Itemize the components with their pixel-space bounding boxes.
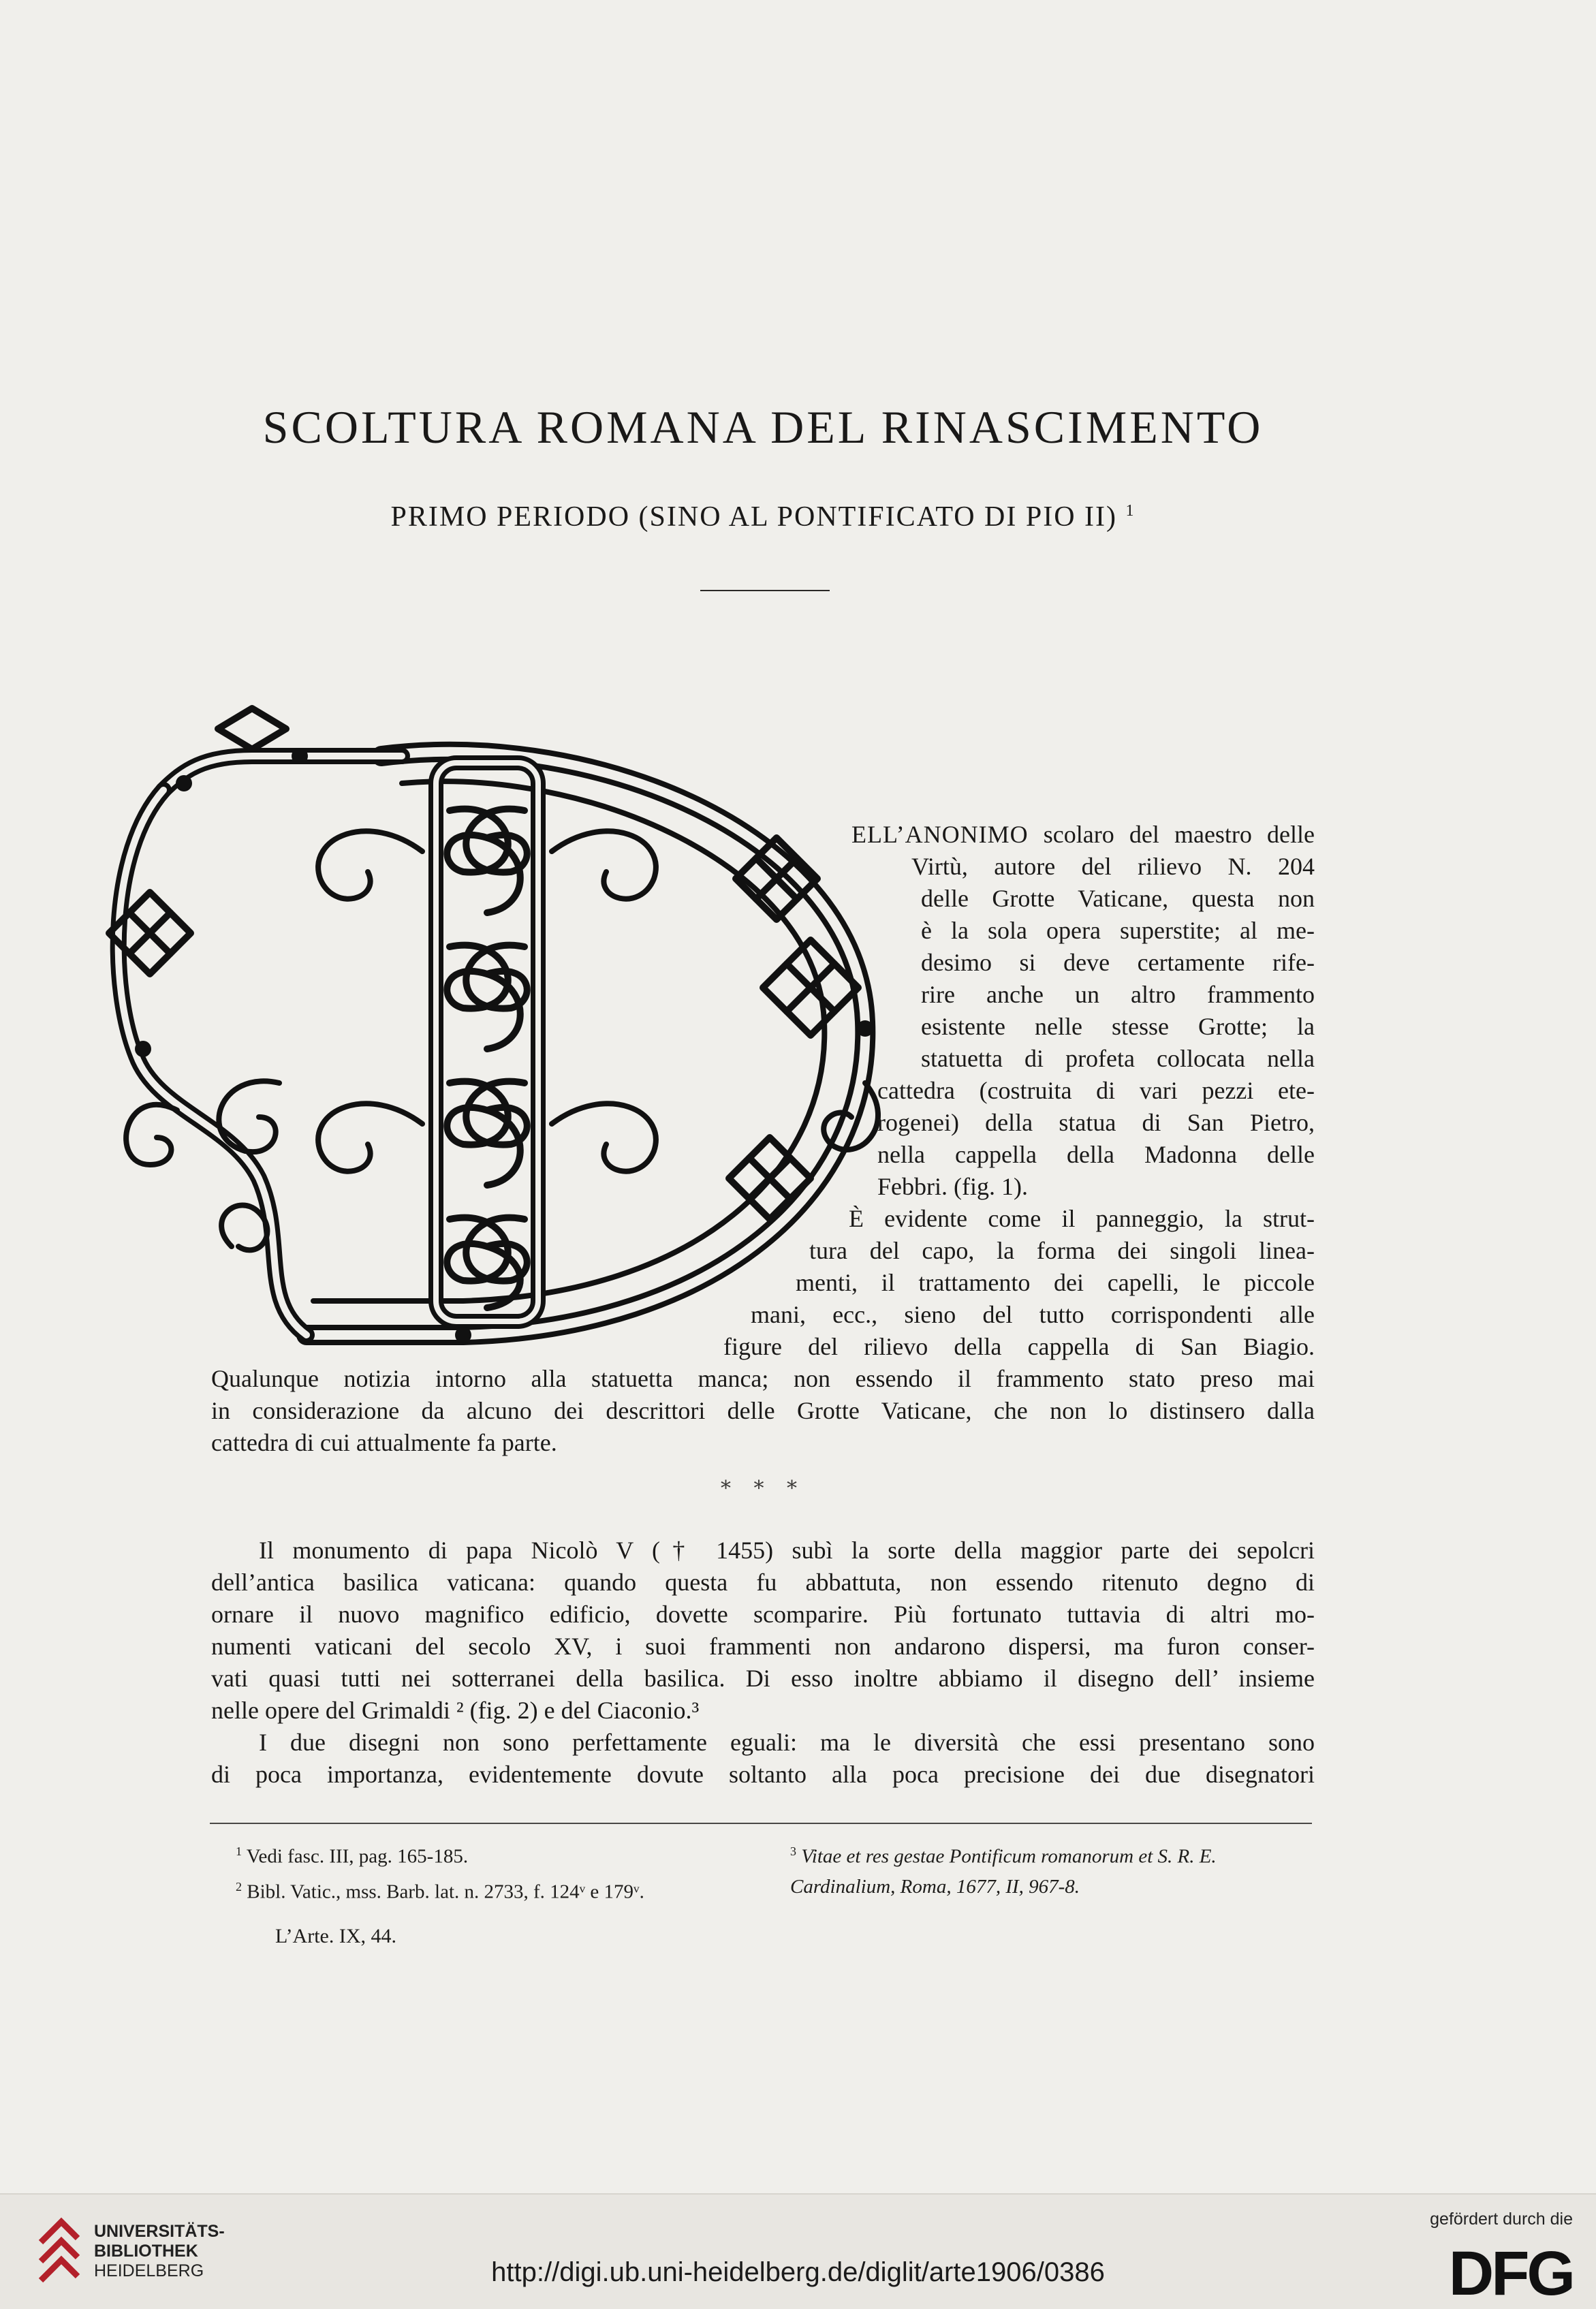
- text-line: È evidente come il panneggio, la strut-: [849, 1205, 1315, 1232]
- footnote: [236, 1872, 767, 1907]
- page-signature: L’Arte. IX, 44.: [275, 1925, 397, 1947]
- ornamental-initial-d: [82, 702, 899, 1355]
- library-name-line: HEIDELBERG: [94, 2261, 204, 2280]
- paragraph-1-block-a: [911, 851, 1315, 883]
- paragraph-1-block-f: [796, 1267, 1315, 1299]
- text-line: vati quasi tutti nei sotterranei della basilica. Di esso inoltre abbiamo il disegno dell’ insieme: [211, 1665, 1315, 1692]
- footnote-mark: 2: [236, 1879, 242, 1894]
- text-line: nella cappella della Madonna delle: [877, 1141, 1315, 1168]
- permalink-url[interactable]: http://digi.ub.uni-heidelberg.de/diglit/arte1906/0386: [491, 2257, 1105, 2287]
- text-line: statuetta di profeta collocata nella: [921, 1045, 1315, 1072]
- text-line: I due disegni non sono perfettamente eguali: ma le diversità che essi presentano sono: [259, 1729, 1315, 1756]
- text-line: Virtù, autore del rilievo N. 204: [911, 853, 1315, 880]
- dfg-logo: DFG: [1448, 2239, 1573, 2308]
- paragraph-1-block-g: [751, 1299, 1315, 1331]
- text-line: Febbri. (fig. 1).: [877, 1173, 1028, 1200]
- text-line: cattedra di cui attualmente fa parte.: [211, 1429, 557, 1456]
- title-rule: [700, 590, 830, 591]
- text-line: esistente nelle stesse Grotte; la: [921, 1013, 1315, 1040]
- footnote-mark: 3: [790, 1844, 796, 1858]
- text-line: cattedra (costruita di vari pezzi ete-: [877, 1077, 1315, 1104]
- text-line: dell’antica basilica vaticana: quando questa fu abbattuta, non essendo ritenuto degno di: [211, 1569, 1315, 1596]
- text-line: Il monumento di papa Nicolò V († 1455) subì la sorte della maggior parte dei sepolcri: [259, 1537, 1315, 1564]
- text-line: è la sola opera superstite; al me-: [921, 917, 1315, 944]
- funder-label: gefördert durch die: [1430, 2210, 1573, 2229]
- paragraph-1-line-1: [851, 819, 1315, 851]
- footnote-rule: [210, 1823, 1312, 1824]
- section-separator: * * *: [720, 1477, 806, 1501]
- text-line: di poca importanza, evidentemente dovute soltanto alla poca precisione dei due disegnatori: [211, 1761, 1315, 1788]
- library-name-line: UNIVERSITÄTS-: [94, 2222, 225, 2241]
- footnote-text: Cardinalium, Roma, 1677, II, 967-8.: [790, 1875, 1080, 1898]
- paragraph-1-block-i: [211, 1363, 1315, 1459]
- paragraph-2: [211, 1535, 1315, 1727]
- text-line: nelle opere del Grimaldi ² (fig. 2) e del Ciaconio.³: [211, 1697, 700, 1724]
- footnote: [790, 1836, 1321, 1872]
- text-line: tura del capo, la forma dei singoli linea-: [809, 1237, 1315, 1264]
- text-line: rire anche un altro frammento: [921, 981, 1315, 1008]
- paragraph-1-block-c: [877, 1075, 1315, 1203]
- text-line: mani, ecc., sieno del tutto corrispondenti alle: [751, 1301, 1315, 1328]
- paragraph-1-block-h: [723, 1331, 1315, 1363]
- library-name-line: BIBLIOTHEK: [94, 2242, 198, 2261]
- article-title: SCOLTURA ROMANA DEL RINASCIMENTO: [262, 401, 1264, 453]
- text-line-rest: scolaro del maestro delle: [1028, 821, 1315, 848]
- footnote-mark: 1: [236, 1844, 242, 1858]
- footnote-text: Bibl. Vatic., mss. Barb. lat. n. 2733, f. 124ᵛ e 179ᵛ.: [247, 1881, 644, 1903]
- lead-small-caps: ELL’ANONIMO: [851, 821, 1029, 848]
- footnote-text: Vedi fasc. III, pag. 165-185.: [246, 1845, 469, 1868]
- text-line: rogenei) della statua di San Pietro,: [877, 1109, 1315, 1136]
- text-line: delle Grotte Vaticane, questa non: [921, 885, 1315, 912]
- text-line: in considerazione da alcuno dei descrittori delle Grotte Vaticane, che non lo distinsero dalla: [211, 1397, 1315, 1424]
- article-subtitle-text: PRIMO PERIODO (SINO AL PONTIFICATO DI PIO II): [390, 501, 1118, 533]
- footnote-text: Vitae et res gestae Pontificum romanorum et S. R. E.: [801, 1845, 1217, 1868]
- paragraph-1-block-b: [921, 883, 1315, 1075]
- text-line: numenti vaticani del secolo XV, i suoi frammenti non andarono dispersi, ma furon conser-: [211, 1633, 1315, 1660]
- footnotes-left: [236, 1836, 767, 1906]
- footnotes-right: [790, 1836, 1321, 1902]
- article-subtitle: [0, 501, 1526, 533]
- paragraph-1-block-e: [809, 1235, 1315, 1267]
- text-line: figure del rilievo della cappella di San Biagio.: [723, 1333, 1315, 1360]
- text-line: [851, 819, 1315, 851]
- footnote: [236, 1836, 767, 1872]
- text-line: Qualunque notizia intorno alla statuetta manca; non essendo il frammento stato preso mai: [211, 1365, 1315, 1392]
- subtitle-footnote-mark: 1: [1125, 502, 1136, 520]
- text-line: desimo si deve certamente rife-: [921, 949, 1315, 976]
- text-line: menti, il trattamento dei capelli, le piccole: [796, 1269, 1315, 1296]
- paragraph-3: [211, 1727, 1315, 1791]
- footnote: [790, 1872, 1321, 1902]
- text-line: ornare il nuovo magnifico edificio, dovette scomparire. Più fortunato tuttavia di altri mo-: [211, 1601, 1315, 1628]
- digitization-banner: [0, 2193, 1596, 2309]
- paragraph-1-block-d: [849, 1203, 1315, 1235]
